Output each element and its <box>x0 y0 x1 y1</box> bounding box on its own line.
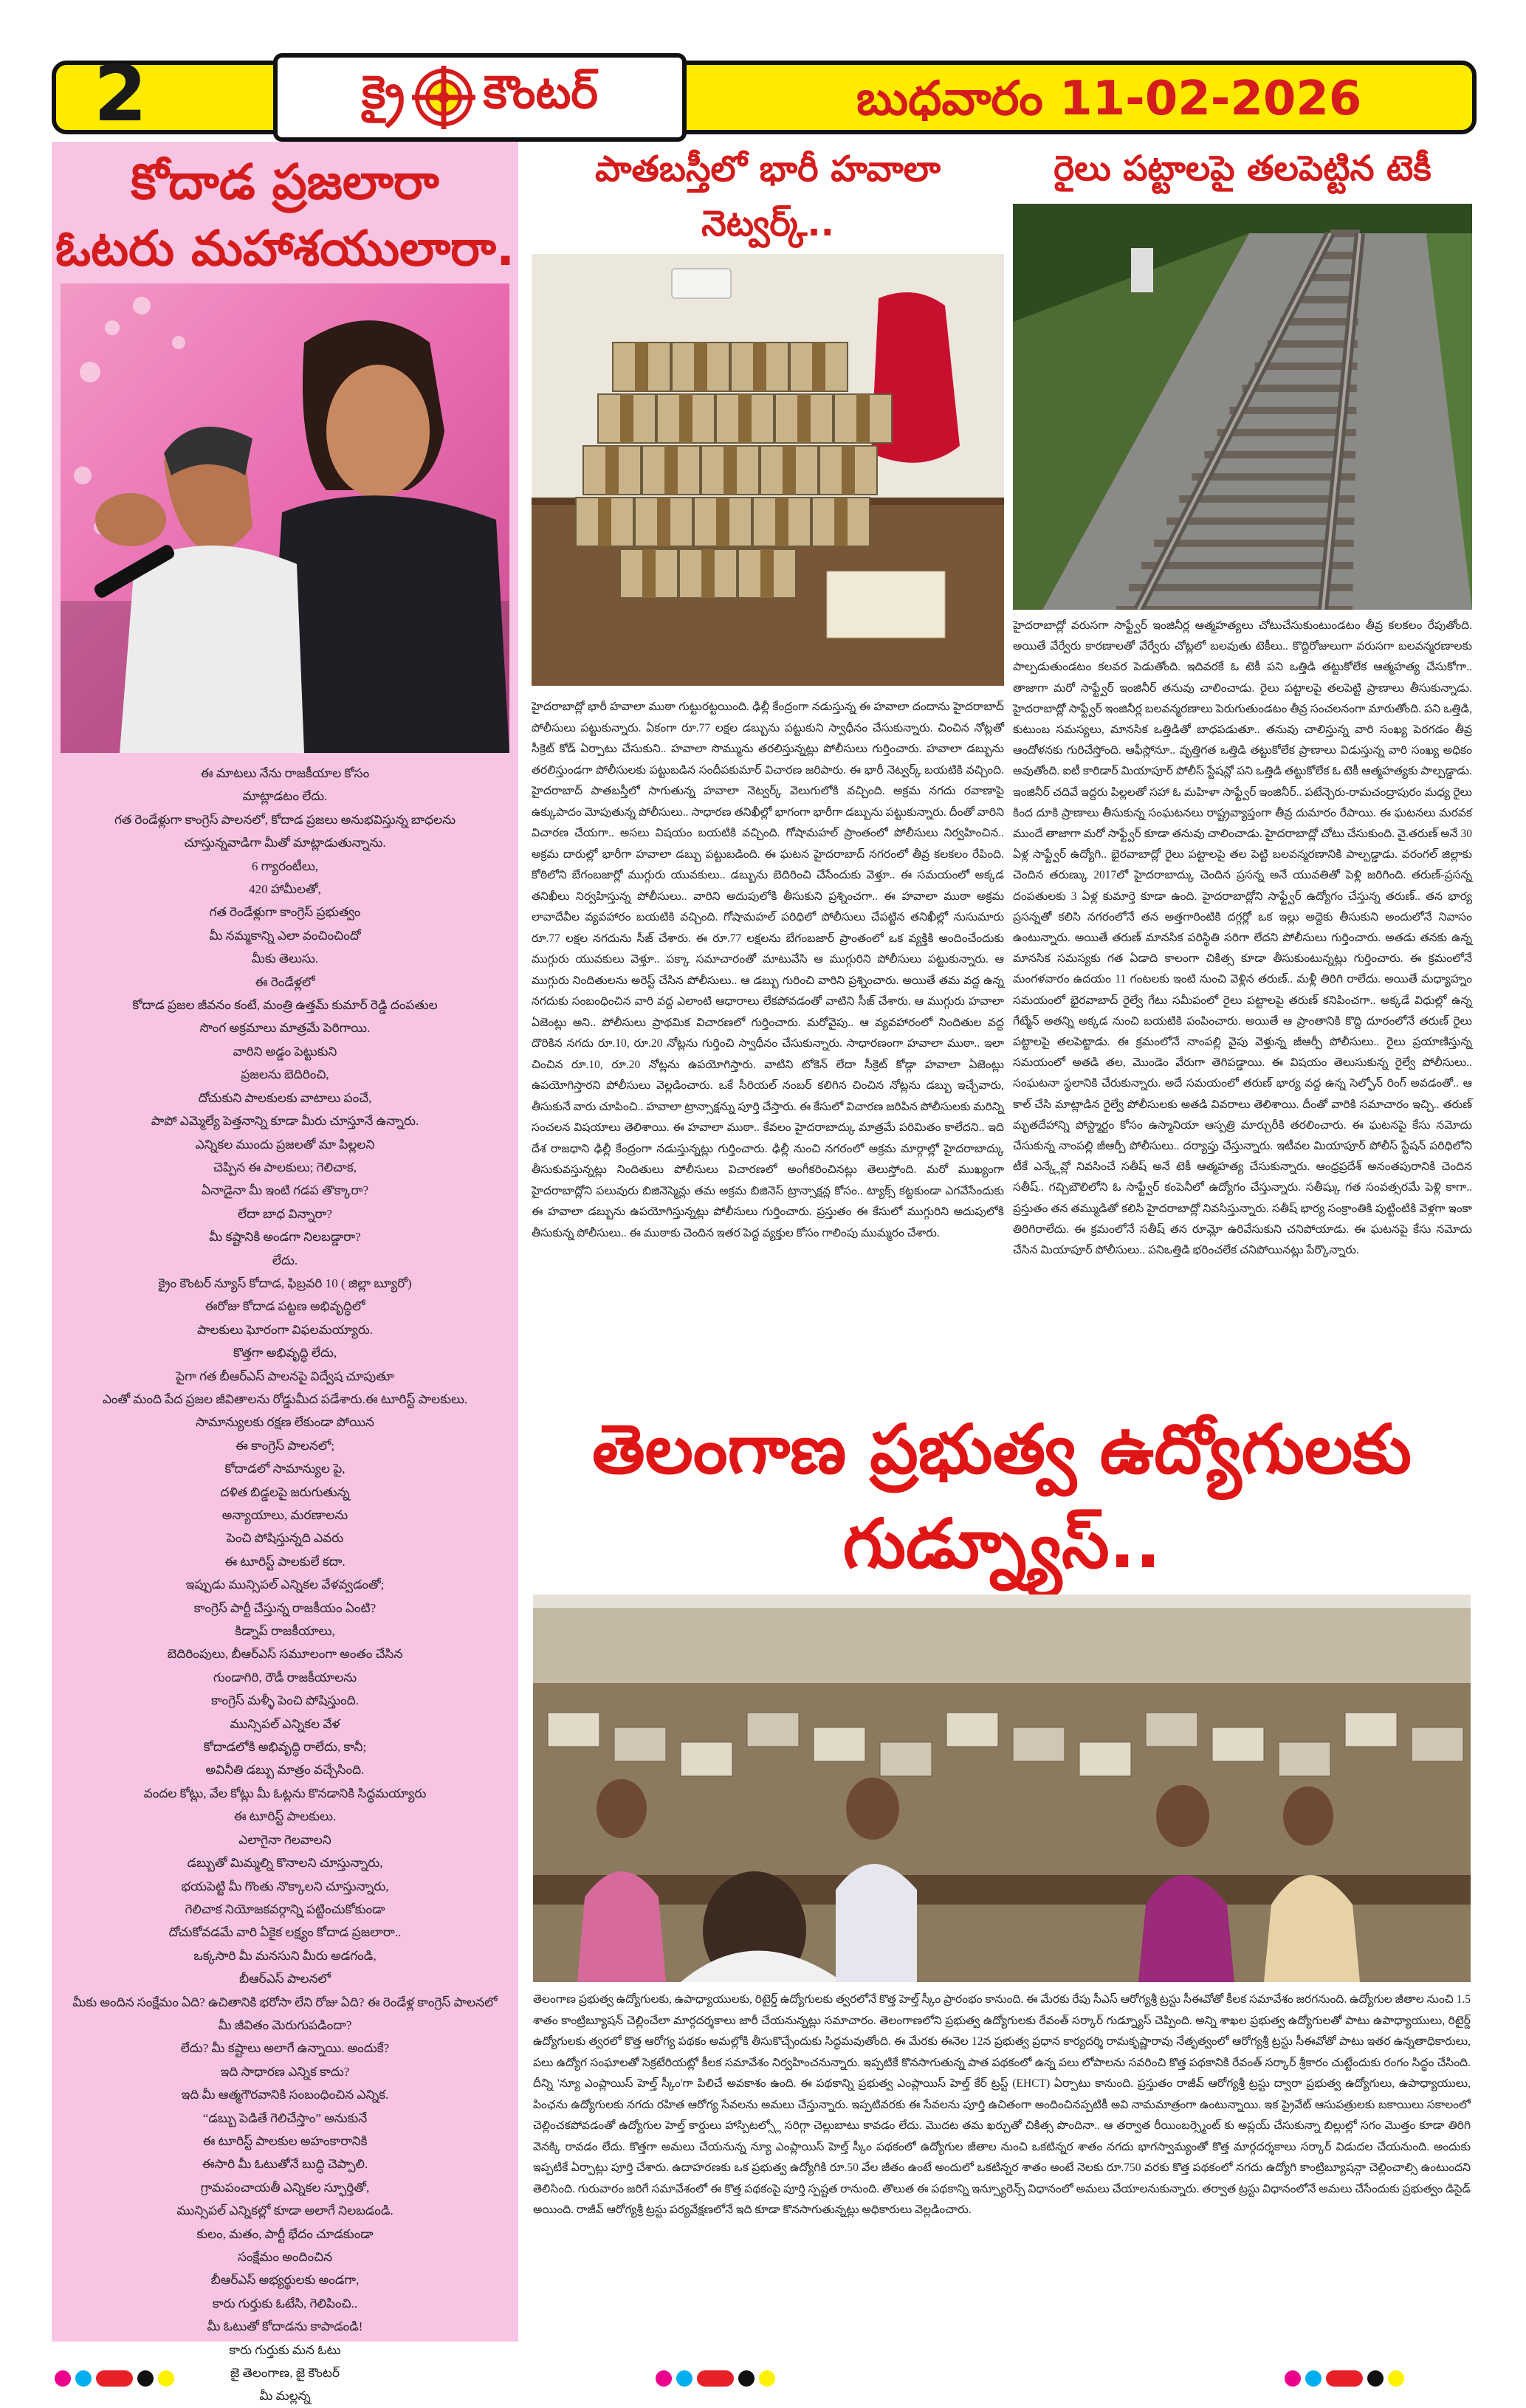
appeal-line: ఏనాడైనా మీ ఇంటి గడప తొక్కారా? <box>202 1183 368 1198</box>
reg-red-bar <box>697 2370 734 2387</box>
appeal-line: 420 హామీలతో, <box>249 882 321 897</box>
appeal-line: దోచుకోవడమే వారి ఏకైక లక్ష్యం కోదాడ ప్రజలారా.. <box>168 1925 402 1940</box>
appeal-line: మీ మల్లన్న <box>259 2389 311 2404</box>
appeal-line: ఎంతో మంది పేద ప్రజల జీవితాలను రోడ్డుమీద పడేశారు.ఈ టూరిస్ట్ పాలకులు. <box>102 1392 468 1406</box>
appeal-line: అన్యాయాలు, మరణాలను <box>221 1508 348 1522</box>
file-stack <box>1079 1742 1131 1776</box>
file-stack <box>880 1742 932 1776</box>
appeal-line: మున్సిపల్ ఎన్నికల్లో కూడా అలాగే నిలబడండి. <box>176 2204 393 2218</box>
appeal-line: పైగా గత బీఆర్ఎస్ పాలనపై విద్వేష చూపుతూ <box>176 1369 394 1383</box>
reg-cyan-dot <box>676 2370 692 2387</box>
color-registration-marks-left <box>55 2370 174 2387</box>
appeal-line: లేదు. <box>272 1253 298 1267</box>
appeal-line: గత రెండేళ్లుగా కాంగ్రెస్ పాలనలో, కోదాడ ప్రజలు అనుభవిస్తున్న బాధలను <box>114 812 456 827</box>
file-stack <box>1345 1713 1397 1747</box>
appeal-line: వందల కోట్లు, వేల కోట్లు మీ ఓట్లను కొనడానికి సిద్ధమయ్యారు <box>143 1786 427 1800</box>
reg-red-bar <box>1326 2370 1363 2387</box>
seized-cash-photo <box>532 254 1004 686</box>
railway-headline: రైలు పట్టాలపై తలపెట్టిన టెకీ <box>1054 148 1432 189</box>
kodada-appeal-panel <box>52 142 518 2404</box>
cash-band <box>657 498 670 546</box>
appeal-line: చూస్తున్నవాడిగా మీతో మాట్లాడుతున్నాను. <box>184 836 386 850</box>
appeal-line: పాపో ఎమ్మెల్యే పెత్తనాన్ని కూడా మీరు చూస్తూనే ఉన్నారు. <box>151 1114 419 1129</box>
color-registration-marks-right <box>1285 2370 1404 2387</box>
reg-yellow-dot <box>759 2370 775 2387</box>
cash-band <box>797 394 811 443</box>
appeal-line: సొంగ అక్రమాలు మాత్రమే పెరిగాయి. <box>199 1021 371 1036</box>
appeal-line: ఈ రెండేళ్లలో <box>255 974 315 989</box>
appeal-line: కాంగ్రెస్ మళ్ళీ పెంచి పోషిస్తుంది. <box>210 1693 360 1708</box>
logo-text-left: క్రై <box>361 65 405 119</box>
cash-band <box>598 498 611 546</box>
masthead <box>52 49 1477 142</box>
appeal-line: ఈసారి మీ ఓటుతోనే బుద్ధి చెప్పాలి. <box>202 2157 368 2172</box>
appeal-line: మీ ఓటుతో కోదాడను కాపాడండి! <box>207 2319 363 2334</box>
cash-band <box>724 446 737 495</box>
cash-band <box>716 498 729 546</box>
appeal-line: ఈ మాటలు నేను రాజకీయాల కోసం <box>200 766 370 780</box>
cash-band <box>856 394 870 443</box>
file-stack <box>1212 1727 1264 1761</box>
file-stack <box>814 1727 865 1761</box>
file-stack <box>946 1713 998 1747</box>
file-stack <box>614 1727 666 1761</box>
appeal-line: కిడ్నాప్ రాజకీయాలు, <box>235 1624 335 1639</box>
appeal-line: గత రెండేళ్లుగా కాంగ్రెస్ ప్రభుత్వం <box>209 905 361 920</box>
appeal-line: గ్రామపంచాయతీ ఎన్నికల స్ఫూర్తితో, <box>200 2180 370 2195</box>
file-stack <box>747 1713 799 1747</box>
appeal-line: సంక్షేమం అందించిన <box>237 2250 333 2264</box>
appeal-line: 6 గ్యారంటీలు, <box>251 859 319 873</box>
kodada-headline-line-2: ఓటరు మహాశయులారా. <box>55 220 515 277</box>
cash-band <box>738 394 752 443</box>
reg-black-dot <box>137 2370 154 2387</box>
appeal-line: వారిని అడ్డం పెట్టుకుని <box>233 1044 337 1059</box>
reg-red-bar <box>96 2370 133 2387</box>
appeal-line: మీ నమ్మకాన్ని ఎలా వంచించిందో <box>209 928 361 943</box>
reg-magenta-dot <box>55 2370 71 2387</box>
hawala-headline-line-2: నెట్వర్క్.. <box>701 203 834 244</box>
appeal-line: సామాన్యులకు రక్షణ లేకుండా పోయిన <box>196 1415 374 1430</box>
cash-band <box>753 343 766 391</box>
newspaper-logo <box>273 53 687 142</box>
appeal-line: ఈ టూరిస్ట్ పాలకులు. <box>233 1809 337 1824</box>
logo-text-right: కౌంటర్ <box>483 65 599 119</box>
appeal-line: మీకు తెలుసు. <box>251 952 319 966</box>
appeal-line: ఇది మీ ఆత్మగౌరవానికి సంబంధించిన ఎన్నిక. <box>181 2088 389 2102</box>
reg-cyan-dot <box>75 2370 92 2387</box>
appeal-line: జై తెలంగాణ, జై కౌంటర్ <box>230 2366 340 2381</box>
appeal-line: కారు గుర్తుకు ఓటేసి, గెలిపించి.. <box>212 2296 358 2311</box>
reg-black-dot <box>1367 2370 1384 2387</box>
appeal-line: ప్రజలను బెదిరించి, <box>241 1067 329 1082</box>
appeal-line: కులం, మతం, పార్టీ భేదం చూడకుండా <box>196 2226 374 2241</box>
appeal-line: ఎలాగైనా గెలవాలని <box>238 1832 331 1847</box>
file-stack <box>1412 1727 1463 1761</box>
appeal-line: పెంచి పోషిస్తున్నది ఎవరు <box>226 1531 344 1546</box>
cash-band <box>783 446 796 495</box>
appeal-line: గుండాగిరి, రౌడీ రాజకీయాలను <box>213 1670 357 1685</box>
file-stack <box>681 1742 732 1776</box>
hawala-body: హైదరాబాద్లో భారీ హవాలా ముఠా గుట్టురట్టయింది. ఢిల్లీ కేంద్రంగా నడుస్తున్న ఈ హవాలా దందాను హైదరాబాద్ పోలీసులు పట్టుకున్నారు. ఏకంగా రూ.77 లక్షల డబ్బును పట్టుకుని స్వాధీనం చేసుకున్నారు. చించిన నోట్లతో సీక్రెట్ కోడ్ ఏర్పాటు చేసుకుని.. హవాలా సొమ్మును తరలిస్తున్నట్లు పోలీసులు గుర్తించారు. హవాలా డబ్బును తరలిస్తుండగా పోలీసులకు పట్టుబడిన సందీపకుమార్ విచారణ జరిపారు. ఈ భారీ నెట్వర్క్ బయటికి వచ్చింది. హైదరాబాద్ పాతబస్తీలో సాగుతున్న హవాలా నెట్వర్క్ వెలుగులోకి వచ్చింది. అక్రమ నగదు రవాణాపై ఉక్కుపాదం మోపుతున్న పోలీసులు.. సాధారణ తనిఖీల్లో భాగంగా భారీగా డబ్బును పట్టుకున్నారు. దీంతో వారిని విచారణ చేయగా.. అసలు విషయం బయటికి వచ్చింది. గోషామహల్ ప్రాంతంలో పోలీసులు నిర్వహించిన.. అక్రమ దారుల్లో భారీగా హవాలా డబ్బు పట్టుబడింది. ఈ ఘటన హైదరాబాద్ నగరంలో తీవ్ర కలకలం రేపింది. కోఠిలోని బేగంబజార్లో ముగ్గురు యువకులు.. డబ్బును బెదిరించి చేసేందుకు వెళ్తూ.. ఈ సమయంలో అక్కడ తనిఖీలు నిర్వహిస్తున్న పోలీసులు.. వారిని అదుపులోకి తీసుకుని ప్రశ్నించగా.. ఈ హవాలా ముఠా అక్రమ లావాదేవీల వ్యవహారం బయటికి వచ్చింది. గోషామహల్ పరిధిలో పోలీసులు చేపట్టిన తనిఖీల్లో నుసుమారు రూ.77 లక్షల నగదును సీజ్ చేశారు. ఈ రూ.77 లక్షలను బేగంబజార్ ప్రాంతంలో ఒక వ్యక్తికి అందించేందుకు ముగ్గురు యువకులు వెళ్తూ.. పక్కా సమాచారంతో మాటువేసి ఆ ముగ్గురిని పోలీసులు పట్టుకున్నారు. ఆ ముగ్గురు నిందితులను అరెస్ట్ చేసిన పోలీసులు.. ఆ డబ్బు గురించి వారిని ప్రశ్నించారు. అయితే తమ వద్ద ఉన్న నగదుకు సంబంధించిన వారి వద్ద ఎలాంటి ఆధారాలు లేకపోవడంతో వాటిని సీజ్ చేశారు. ఆ ముగ్గురు హవాలా ఏజెంట్లు అని.. పోలీసులు ప్రాథమిక విచారణలో గుర్తించారు. మరోవైపు.. ఆ వ్యవహారంలో నిందితుల వద్ద దొరికిన నగదు రూ.10, రూ.20 నోట్లను గుర్తించి స్వాధీనం చేసుకున్నారు. సాధారణంగా హవాలా ముఠా.. ఇలా చించిన రూ.10, రూ.20 నోట్లను ఉపయోగిస్తారు. వాటిని టోకెన్ లేదా సీక్రెట్ కోడ్గా హవాలా ఏజెంట్లు ఉపయోగిస్తారని పోలీసులు వెల్లడించారు. ఒకే సీరియల్ నంబర్ కలిగిన చించిన నోట్లను డబ్బు ఇచ్చేవారు, తీసుకునే వారు చూపించి.. హవాలా ట్రాన్సాక్షన్ను పూర్తి చేస్తారు. ఈ కేసులో విచారణ జరిపిన పోలీసులకు మరిన్ని సంచలన విషయాలు తెలిశాయి. ఈ హవాలా ముఠా.. కేవలం హైదరాబాద్కు మాత్రమే పరిమితం కాలేదని.. ఇది దేశ రాజధాని ఢిల్లీ కేంద్రంగా నడుస్తున్నట్లు గుర్తించారు. ఢిల్లీ నుంచి నగరంలో అక్రమ మార్గాల్లో హైదరాబాద్కు తీసుకువస్తున్నట్లు నిందితులు పోలీసులు విచారణలో అంగీకరించినట్లు తెలుస్తోంది. మరో ముఖ్యంగా హైదరాబాద్లోని పలువురు బిజినెస్మెన్లు తమ అక్రమ బిజినెస్ ట్రాన్సాక్షన్ల కోసం.. ట్యాక్స్ కట్టకుండా ఎగవేసేందుకు ఈ హవాలా డబ్బును ఉపయోగిస్తున్నట్లు పోలీసులు గుర్తించారు. ప్రస్తుతం ఈ కేసులో ముగ్గురిని అదుపులోకి తీసుకున్న పోలీసులు.. ఈ ముఠాకు చెందిన ఇతర పెద్ద వ్యక్తుల కోసం గాలింపు ముమ్మరం చేశారు. <box>532 701 1004 1239</box>
appeal-line: ఈ టూరిస్ట్ పాలకుల అహంకారానికి <box>202 2133 368 2148</box>
telangana-headline-line-2: గుడ్న్యూస్.. <box>842 1504 1161 1583</box>
reg-magenta-dot <box>656 2370 672 2387</box>
cash-band <box>842 446 855 495</box>
kodada-headline-line-1: కోదాడ ప్రజలారా <box>131 154 439 210</box>
appeal-line: మాట్లాడటం లేదు. <box>242 789 328 804</box>
crosshair-icon <box>412 66 475 129</box>
cash-band <box>760 549 774 598</box>
appeal-line: ఒక్కసారి మీ మనసుని మీరు అడగండి, <box>193 1948 377 1963</box>
government-office-photo <box>533 1595 1471 1982</box>
appeal-line: కోదాడలో సామాన్యుల పై, <box>224 1462 346 1476</box>
appeal-line: ఈరోజు కోదాడ పట్టణ అభివృద్ధిలో <box>205 1299 365 1314</box>
file-stack <box>548 1713 599 1747</box>
reg-yellow-dot <box>1388 2370 1404 2387</box>
appeal-line: దళిత బిడ్డలపై జరుగుతున్న <box>220 1485 350 1499</box>
cash-band <box>775 498 788 546</box>
appeal-line: ఈ కాంగ్రెస్ పాలనలో; <box>235 1438 335 1453</box>
dateline: బుధవారం 11-02-2026 <box>856 72 1362 126</box>
appeal-line: కారు గుర్తుకు మన ఓటు <box>229 2342 341 2357</box>
telangana-headline-line-1: తెలంగాణ ప్రభుత్వ ఉద్యోగులకు <box>592 1410 1412 1489</box>
rally-speaker-photo <box>61 283 509 753</box>
appeal-line: మున్సిపల్ ఎన్నికల వేళ <box>230 1716 340 1731</box>
cash-band <box>679 394 692 443</box>
cash-band <box>812 343 825 391</box>
appeal-line: లేదా బాధ విన్నారా? <box>238 1206 332 1221</box>
kodada-appeal-text <box>66 762 503 2408</box>
telangana-body: తెలంగాణ ప్రభుత్వ ఉద్యోగులకు, ఉపాధ్యాయులకు, రిటైర్డ్ ఉద్యోగులకు త్వరలోనే కొత్త హెల్త్ స్కీం ప్రారంభం కానుంది. ఈ మేరకు రేపు సీఎస్ ఆరోగ్యశ్రీ ట్రస్టు సీఈవోతో కీలక సమావేశం జరగనుంది. ఉద్యోగుల జీతాల నుంచి 1.5 శాతం కాంట్రిబ్యూషన్ చెల్లించేలా మార్గదర్శకాలు జారీ చేయనున్నట్లు సమాచారం. తెలంగాణలోని ప్రభుత్వ ఉద్యోగులకు రేవంత్ సర్కార్ గుడ్న్యూస్ చెప్పింది. అన్ని శాఖల ప్రభుత్వ ఉద్యోగులతో పాటు ఉపాధ్యాయులు, రిటైర్డ్ ఉద్యోగులకు త్వరలో కొత్త ఆరోగ్య పథకం అమల్లోకి తీసుకొచ్చేందుకు సిద్ధమవుతోంది. ఈ మేరకు ఈనెల 12న ప్రభుత్వ ప్రధాన కార్యదర్శి రామకృష్ణారావు నేతృత్వంలో ఆరోగ్యశ్రీ ట్రస్టు సీఈవోతో పాటు ఇతర ఉన్నతాధికారులు, పలు ఉద్యోగ సంఘాలతో సెక్రటేరియట్లో కీలక సమావేశం నిర్వహించనున్నారు. ఇప్పటికే కొనసాగుతున్న పాత పథకంలో ఉన్న పలు లోపాలను సవరించి కొత్త పథకానికి రేవంత్ సర్కార్ శ్రీకారం చుట్టేందుకు రంగం సిద్ధం చేసింది. దీన్ని 'న్యూ ఎంప్లాయిస్ హెల్త్ స్కీం'గా పిలిచే అవకాశం ఉంది. ఈ పథకాన్ని ప్రభుత్వ ఎంప్లాయిస్ హెల్త్ కేర్ ట్రస్ట్ (EHCT) ఏర్పాటు కానుంది. ప్రస్తుతం రాజీవ్ ఆరోగ్యశ్రీ ట్రస్టు ద్వారా ప్రభుత్వ ఉద్యోగులు, ఉపాధ్యాయులు, పింఛను ఉద్యోగులకు నగదు రహిత ఆరోగ్య సేవలను అమలు చేస్తున్నారు. ఇప్పటివరకు ఈ సేవలను పూర్తి ఉచితంగా అందించినప్పటికీ అవి నామమాత్రంగా ఉంటున్నాయి. ఇక ప్రైవేట్ ఆసుపత్రులకు బకాయిలు సకాలంలో చెల్లించకపోవడంతో ఉద్యోగుల హెల్త్ కార్డులు హాస్పిటల్స్లో సరిగ్గా చెల్లుబాటు కావడం లేదు. మొదట తమ ఖర్చుతో చికిత్స పొందినా.. ఆ తర్వాత రీయింబర్స్మెంట్ కు అప్లయ్ చేసుకున్నా బిల్లుల్లో సగం మొత్తం కూడా తిరిగి వెనక్కి రావడం లేదు. కొత్తగా అమలు చేయనున్న న్యూ ఎంప్లాయిస్ హెల్త్ స్కీం పథకంలో ఉద్యోగుల జీతాల నుంచి ఒకటిన్నర శాతం నగదు భాగస్వామ్యంతో కొత్త మార్గదర్శకాలు సర్కార్ విడుదల చేయనుంది. అందుకు ఇప్పటికే ఏర్పాట్లు పూర్తి చేశారు. ఉదాహరణకు ఒక ప్రభుత్వ ఉద్యోగికి రూ.50 వేల జీతం ఉంటే అందులో ఒకటిన్నర శాతం అంటే నెలకు రూ.750 వరకు కొత్త పథకంలో నగదు ఉద్యోగి కాంట్రిబ్యూషన్గా చెల్లించాల్సి ఉంటుందని తెలిసింది. గురువారం జరిగే సమావేశంలో ఈ కొత్త పథకంపై పూర్తి స్పష్టత రానుంది. తొలుత ఈ పథకాన్ని ఇన్స్యూరెన్స్ విధానంలో అమలు చేయాలనుకున్నారు. తర్వాత ట్రస్టు విధానంలోనే అమలు చేసేందుకు ప్రభుత్వం డిసైడ్ అయింది. రాజీవ్ ఆరోగ్యశ్రీ ట్రస్టు పర్యవేక్షణలోనే ఇది కూడా కొనసాగుతున్నట్లు అధికారులు వెల్లడించారు. <box>533 1993 1471 2216</box>
cash-band <box>605 446 619 495</box>
kodada-headline <box>52 149 518 282</box>
reg-black-dot <box>738 2370 755 2387</box>
appeal-line: భయపెట్టి మీ గొంతు నొక్కాలని చూస్తున్నారు, <box>181 1879 389 1893</box>
appeal-line: చెప్పిన ఈ పాలకులు; గెలిచాక, <box>213 1160 357 1174</box>
appeal-line: దోచుకుని పాలకులకు వాటాలు పంచే, <box>198 1090 372 1105</box>
railway-body: హైదరాబాద్లో వరుసగా సాఫ్ట్వేర్ ఇంజినీర్ల ఆత్మహత్యలు చోటుచేసుకుంటుండటం తీవ్ర కలకలం రేపుతోంది. అయితే వేర్వేరు కారణాలతో వేర్వేరు చోట్లలో బలవుతు టెకీలు.. కొద్దిరోజులుగా వరుసగా బలవన్మరణాలకు పాల్పడుతుండటం కలవర పెడుతోంది. ఇదివరకే ఓ టెకీ పని ఒత్తిడి తట్టుకోలేక ఆత్మహత్య చేసుకోగా.. తాజాగా మరో సాఫ్ట్వేర్ ఇంజినీర్ తనువు చాలించాడు. రైలు పట్టాలపై తలపెట్టి ప్రాణాలు తీసుకున్నాడు. హైదరాబాద్లో సాఫ్ట్వేర్ ఇంజినీర్ల బలవన్మరణాలు పెరుగుతుండటం తీవ్ర సంచలనంగా మారుతోంది. పని ఒత్తిడి, కుటుంబ సమస్యలు, మానసిక ఒత్తిడితో బాధపడుతూ.. తనువు చాలిస్తున్న వారి సంఖ్య పెరగడం తీవ్ర ఆందోళనకు గురిచేస్తోంది. ఆఫీస్లోనూ.. వృత్తిగత ఒత్తిడి తట్టుకోలేక ప్రాణాలు విడుస్తున్న వారి సంఖ్య అధికం అవుతోంది. ఐటీ కారిడార్ మియాపూర్ పోలీస్ స్టేషన్లో పని ఒత్తిడి తట్టుకోలేక ఓ టెకీ ఆత్మహత్యకు పాల్పడ్డాడు. ఇంజినీర్ చదివే ఇద్దరు పిల్లలతో సహా ఓ మహిళా సాఫ్ట్వేర్ ఇంజినీర్.. పటేన్చెరు-రామచంద్రాపురం మధ్య రైలు కింద దూకి ప్రాణాలు తీసుకున్న సంఘటనలు రాష్ట్రవ్యాప్తంగా తీవ్ర దుమారం రేపాయి. ఈ ఘటనలు మరవక ముందే తాజాగా మరో సాఫ్ట్వేర్ కూడా తనువు చాలించాడు. హైదరాబాద్లో చోటు చేసుకుంది. వై.తరుణ్ అనే 30 ఏళ్ల సాఫ్ట్వేర్ ఉద్యోగి.. భైరవాబాద్లో రైలు పట్టాలపై తల పెట్టి బలవన్మరణానికి పాల్పడ్డాడు. వరంగల్ జిల్లాకు చెందిన తరుణ్కు 2017లో హైదరాబాద్కు చెందిన ప్రసన్న అనే యువతితో పెళ్లి జరిగింది. తరుణ్-ప్రసన్న దంపతులకు 3 ఏళ్ల కుమార్తె కూడా ఉంది. హైదరాబాద్లోని సాఫ్ట్వేర్ ఉద్యోగం చేస్తున్న తరుణ్.. తన భార్య ప్రసన్నతో కలిసి నగరంలోనే తన అత్తగారింటికి దగ్గర్లో ఒక ఇల్లు అద్దెకు తీసుకుని అందులోనే నివాసం ఉంటున్నారు. అయితే తరుణ్ మానసిక పరిస్థితి సరిగా లేదని పోలీసులు గుర్తించారు. అతడు తనకు ఉన్న మానసిక సమస్యకు గత ఏడాది కాలంగా చికిత్స కూడా తీసుకుంటున్నట్లు గుర్తించారు. ఈ క్రమంలోనే మంగళవారం ఉదయం 11 గంటలకు ఇంటి నుంచి వెళ్లిన తరుణ్.. మళ్లీ తిరిగి రాలేదు. అయితే మధ్యాహ్నం సమయంలో భైరవాబాద్ రైల్వే గేటు సమీపంలో రైలు పట్టాలపై తరుణ్ కనిపించగా.. అక్కడే విధుల్లో ఉన్న గేట్మేన్ అతన్ని అక్కడ నుంచి బయటికి పంపించారు. అయితే ఆ ప్రాంతానికి కొద్ది దూరంలోనే తరుణ్ రైలు పట్టాలపై తలపెట్టాడు. ఈ క్రమంలోనే నాంపల్లి వైపు వెళ్తున్న జీఆర్పీ పోలీసులు.. రైలు ప్రయాణిస్తున్న సమయంలో అతడి తల, మొండెం వేరుగా తెగిపడ్డాయి. ఈ విషయం తెలుసుకున్న రైల్వే పోలీసులు.. సంఘటనా స్థలానికి చేరుకున్నారు. అదే సమయంలో తరుణ్ భార్య వద్ద ఉన్న సెల్ఫోన్ రింగ్ అవడంతో.. ఆ కాల్ చేసి మాట్లాడిన రైల్వే పోలీసులకు అతడి వివరాలు తెలిశాయి. దీంతో వారికి సమాచారం ఇచ్చి.. తరుణ్ మృతదేహాన్ని పోస్ట్మార్టం కోసం ఉస్మానియా ఆస్పత్రి మార్చురీకి తరలించారు. ఈ ఘటనపై కేసు నమోదు చేసుకున్న నాంపల్లి జీఆర్పీ పోలీసులు.. దర్యాప్తు చేస్తున్నారు. ఇటీవల మియాపూర్ పోలీస్ స్టేషన్ పరిధిలోని టీకే ఎన్క్లేవ్లో నివసించే సతీష్ అనే టెకీ ఆత్మహత్య చేసుకున్నారు. ఆంధ్రప్రదేశ్ అనంతపురానికి చెందిన సతీష్.. గచ్చిబౌలిలోని ఓ సాఫ్ట్వేర్ కంపెనీలో ఉద్యోగం చేస్తున్నారు. సతీష్కు గత సంవత్సరమే పెళ్లి కాగా.. ప్రస్తుతం తన తమ్ముడితో కలిసి హైదరాబాద్లో నివసిస్తున్నారు. సతీష్ భార్య సంక్రాంతికి పుట్టింటికి వెళ్లగా ఇంకా తిరిగిరాలేదు. ఈ క్రమంలోనే సతీష్ తన రూమ్లో ఉరివేసుకుని చనిపోయాడు. ఈ ఘటనపై కేసు నమోదు చేసిన మియాపూర్ పోలీసులు.. పనిఒత్తిడి భరించలేక చనిపోయినట్లు పేర్కొన్నారు. <box>1013 619 1472 1257</box>
appeal-line: బీఆర్ఎస్ పాలనలో <box>238 1972 331 1986</box>
cash-band <box>620 394 633 443</box>
appeal-line: గెలిచాక నియోజకవర్గాన్ని పట్టించుకోకుండా <box>185 1902 385 1916</box>
cash-band <box>694 343 707 391</box>
appeal-line: కోదాడలోకి అభివృద్ధి రాలేదు, కానీ; <box>203 1740 367 1755</box>
file-stack <box>1013 1727 1065 1761</box>
appeal-line: ఇప్పుడు మున్సిపల్ ఎన్నికల వేళవ్వడంతో; <box>185 1578 385 1592</box>
file-stack <box>1146 1713 1197 1747</box>
appeal-line: కోదాడ ప్రజల జీవనం కంటే, మంత్రి ఉత్తమ్ కుమార్ రెడ్డి దంపతుల <box>132 998 438 1013</box>
appeal-line: “డబ్బు పెడితే గెలిచేస్తాం” అనుకునే <box>202 2111 368 2125</box>
file-stack <box>1279 1742 1330 1776</box>
reg-yellow-dot <box>158 2370 174 2387</box>
appeal-line: క్రైం కౌంటర్ న్యూస్ కోదాడ, ఫిబ్రవరి 10 ( జిల్లా బ్యూరో) <box>158 1276 412 1290</box>
appeal-line: బెదిరింపులు, బీఆర్ఎస్ సమూలంగా అంతం చేసిన <box>167 1647 403 1662</box>
appeal-line: డబ్బుతో మిమ్మల్ని కొనాలని చూస్తున్నారు, <box>187 1856 383 1871</box>
cash-band <box>701 549 715 598</box>
reg-cyan-dot <box>1305 2370 1321 2387</box>
telangana-headline <box>532 1403 1472 1592</box>
page-number: 2 <box>93 49 148 139</box>
hawala-headline-line-1: పాతబస్తీలో భారీ హవాలా <box>595 148 941 190</box>
appeal-line: కొత్తగా అభివృద్ధి లేదు, <box>233 1346 337 1360</box>
cash-band <box>834 498 848 546</box>
appeal-line: మీ కష్టానికి అండగా నిలబడ్డారా? <box>209 1230 361 1245</box>
cash-band <box>664 446 678 495</box>
appeal-line: మీ జీవితం మెరుగుపడిందా? <box>218 2017 352 2032</box>
hawala-headline <box>532 142 1004 251</box>
reg-magenta-dot <box>1285 2370 1301 2387</box>
cash-band <box>635 343 648 391</box>
railway-track-photo <box>1013 204 1472 610</box>
appeal-line: మీకు అందిన సంక్షేమం ఏది? ఉచితానికి భరోసా లేని రోజు ఏది? ఈ రెండేళ్ల కాంగ్రెస్ పాలనలో <box>72 1995 498 2009</box>
appeal-line: అవినీతి డబ్బు మాత్రం వచ్చేసింది. <box>205 1763 365 1778</box>
appeal-line: ఎన్నికల ముందు ప్రజలతో మా పిల్లలని <box>195 1137 375 1152</box>
appeal-line: కాంగ్రెస్ పార్టీ చేస్తున్న రాజకీయం ఏంటి? <box>193 1600 377 1615</box>
color-registration-marks-center <box>656 2370 775 2387</box>
appeal-line: పాలకులు ఘోరంగా విఫలమయ్యారు. <box>196 1322 374 1337</box>
appeal-line: ఇది సాధారణ ఎన్నిక కాదు? <box>220 2064 350 2079</box>
cash-band <box>642 549 656 598</box>
appeal-line: లేదు? మీ కష్టాలు అలాగే ఉన్నాయి. అందుకే? <box>180 2041 390 2056</box>
appeal-line: బీఆర్ఎస్ అభ్యర్థులకు అండగా, <box>210 2273 360 2288</box>
appeal-line: ఈ టూరిస్ట్ పాలకులే కదా. <box>224 1554 346 1569</box>
